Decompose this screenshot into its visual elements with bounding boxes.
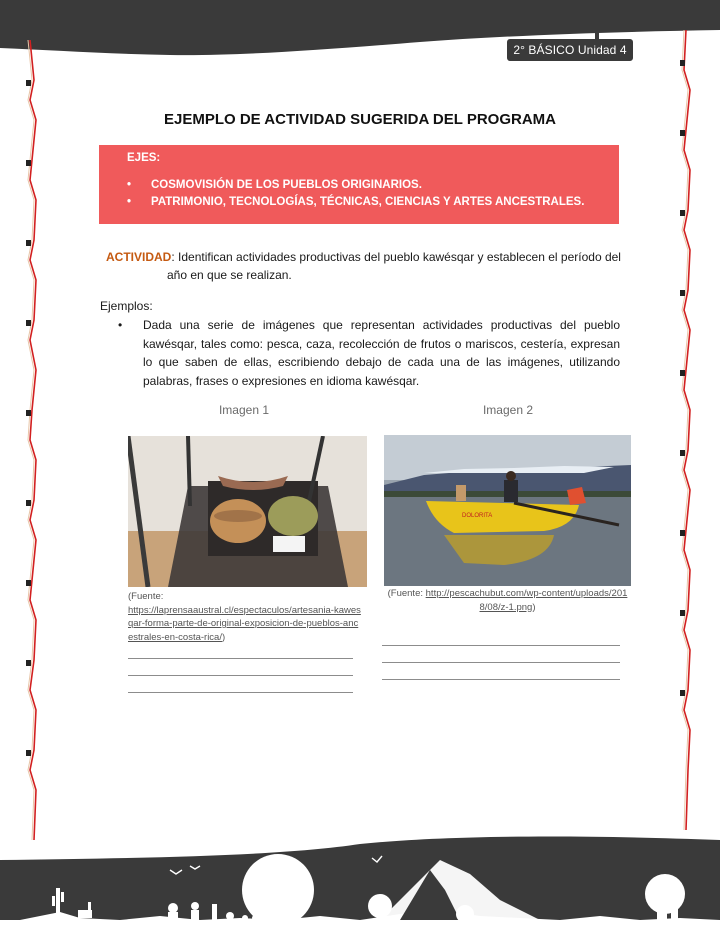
activity-text-line1: Identifican actividades productivas del pueblo kawésqar y establecen el período del [178, 250, 621, 264]
svg-text:DOLORITA: DOLORITA [462, 513, 493, 519]
left-decorative-border [22, 40, 46, 840]
image-1-caption: Imagen 1 [218, 403, 270, 417]
activity-statement [106, 248, 626, 282]
image-1-source: (Fuente: https://laprensaaustral.cl/espectaculos/artesania-kawesqar-forma-parte-de-original-exposicion-de-pueblos-ancestrales-en-costa-rica/) [128, 591, 361, 643]
image-2-boat-photo [384, 435, 631, 586]
ejes-box [99, 145, 619, 224]
image-2-source: (Fuente: http://pescachubut.com/wp-content/uploads/2018/08/z-1.png) [387, 588, 628, 613]
ejes-label: EJES: [127, 152, 161, 164]
answer-line[interactable] [382, 662, 620, 663]
activity-label: ACTIVIDAD [106, 250, 172, 264]
answer-line[interactable] [128, 692, 353, 693]
image-1-baskets-photo [128, 436, 367, 587]
bullet-icon: • [127, 196, 132, 208]
image-2-caption: Imagen 2 [482, 403, 534, 417]
image-2-source-link[interactable]: http://pescachubut.com/wp-content/uploads/2018/08/z-1.png [425, 588, 628, 613]
page-title: EJEMPLO DE ACTIVIDAD SUGERIDA DEL PROGRAMA [164, 111, 556, 128]
example-item [118, 316, 620, 390]
ejes-item: • COSMOVISIÓN DE LOS PUEBLOS ORIGINARIOS. [127, 179, 422, 191]
ejes-item: • PATRIMONIO, TECNOLOGÍAS, TÉCNICAS, CIENCIAS Y ARTES ANCESTRALES. [127, 196, 585, 208]
unit-badge: 2° BÁSICO Unidad 4 [507, 39, 633, 61]
answer-line[interactable] [382, 645, 620, 646]
bullet-icon: • [118, 318, 123, 332]
answer-line[interactable] [128, 675, 353, 676]
answer-line[interactable] [128, 658, 353, 659]
image-1-source-link[interactable]: https://laprensaaustral.cl/espectaculos/artesania-kawesqar-forma-parte-de-original-exposicion-de-pueblos-ancestrales-en-costa-rica/ [128, 604, 361, 643]
examples-label: Ejemplos: [100, 299, 153, 313]
example-text: Dada una serie de imágenes que representan actividades productivas del pueblo kawésqar, tales como: pesca, caza, recolección de frutos o mariscos, cestería, expresan lo que saben de ellas, escribiendo debajo de cada una de las imágenes, utilizando palabras, frases o expresiones en idioma kawésqar. [143, 318, 620, 388]
answer-line[interactable] [382, 679, 620, 680]
right-decorative-border [676, 30, 700, 830]
footer-silhouette-band [0, 820, 720, 932]
bullet-icon: • [127, 179, 132, 191]
activity-separator: : [171, 250, 179, 264]
activity-text-line2: año en que se realizan. [167, 268, 292, 282]
